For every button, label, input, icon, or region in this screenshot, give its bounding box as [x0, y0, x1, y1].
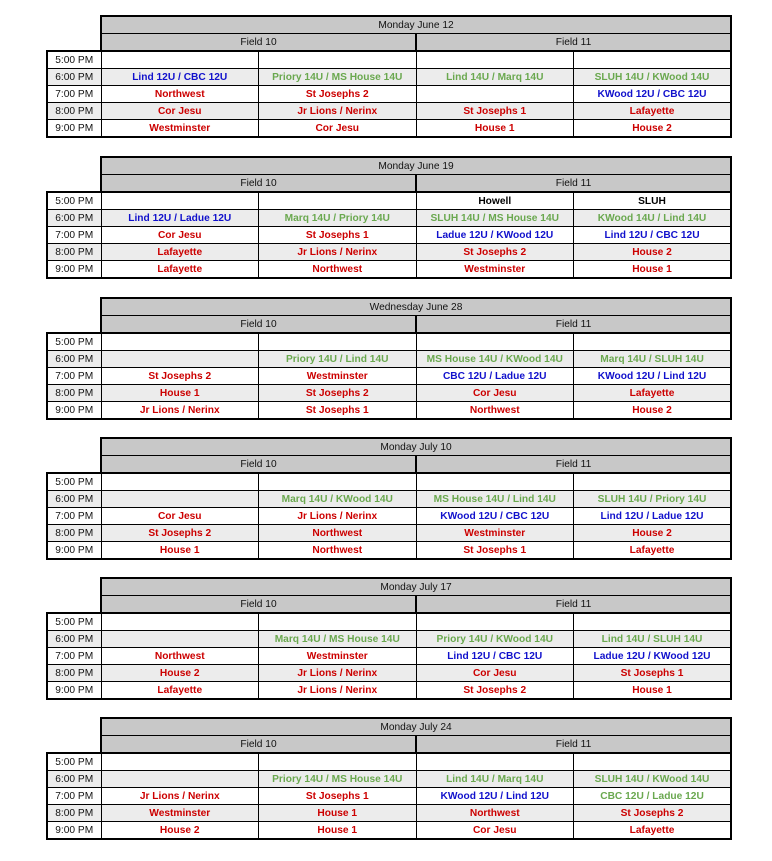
time-slot-row	[47, 86, 731, 103]
time-slot-row	[47, 665, 731, 682]
header-spacer	[47, 456, 101, 474]
game-slot: Northwest	[101, 86, 259, 103]
game-slot	[259, 51, 417, 69]
time-label: 5:00 PM	[47, 753, 101, 771]
field-header: Field 10	[101, 175, 416, 193]
game-slot	[101, 771, 259, 788]
game-slot: St Josephs 2	[101, 525, 259, 542]
field-header: Field 11	[416, 175, 731, 193]
game-slot: Lind 12U / CBC 12U	[574, 227, 732, 244]
header-spacer	[47, 736, 101, 754]
schedule-block	[46, 577, 730, 700]
schedule-block	[46, 437, 730, 560]
time-slot-row	[47, 402, 731, 420]
time-slot-row	[47, 542, 731, 560]
field-header-row	[47, 175, 731, 193]
game-slot: KWood 14U / Lind 14U	[574, 210, 732, 227]
game-slot: Westminster	[416, 261, 574, 279]
game-slot	[259, 753, 417, 771]
game-slot	[416, 613, 574, 631]
game-slot: Westminster	[101, 120, 259, 138]
schedule-block	[46, 717, 730, 840]
game-slot	[574, 753, 732, 771]
schedule-block	[46, 156, 730, 279]
game-slot: House 1	[574, 682, 732, 700]
date-header: Monday July 17	[101, 578, 731, 596]
game-slot: Jr Lions / Nerinx	[101, 402, 259, 420]
game-slot	[416, 86, 574, 103]
game-slot: Lafayette	[574, 542, 732, 560]
date-header-row	[47, 438, 731, 456]
game-slot: Lafayette	[101, 682, 259, 700]
date-header-row	[47, 16, 731, 34]
time-slot-row	[47, 525, 731, 542]
time-label: 8:00 PM	[47, 385, 101, 402]
field-header: Field 10	[101, 456, 416, 474]
game-slot: House 2	[574, 244, 732, 261]
time-slot-row	[47, 103, 731, 120]
game-slot: Jr Lions / Nerinx	[101, 788, 259, 805]
game-slot: Northwest	[416, 805, 574, 822]
header-spacer	[47, 316, 101, 334]
time-label: 5:00 PM	[47, 333, 101, 351]
schedule-block	[46, 297, 730, 420]
time-slot-row	[47, 822, 731, 840]
header-spacer	[47, 596, 101, 614]
time-slot-row	[47, 648, 731, 665]
game-slot	[101, 351, 259, 368]
game-slot: Lafayette	[101, 244, 259, 261]
game-slot: Lind 12U / Ladue 12U	[101, 210, 259, 227]
time-label: 8:00 PM	[47, 665, 101, 682]
time-slot-row	[47, 385, 731, 402]
game-slot: Cor Jesu	[101, 508, 259, 525]
time-label: 7:00 PM	[47, 508, 101, 525]
game-slot	[416, 51, 574, 69]
game-slot: Lafayette	[101, 261, 259, 279]
game-slot: Priory 14U / Lind 14U	[259, 351, 417, 368]
game-slot: House 2	[101, 822, 259, 840]
time-label: 8:00 PM	[47, 525, 101, 542]
game-slot: St Josephs 2	[101, 368, 259, 385]
time-label: 9:00 PM	[47, 261, 101, 279]
game-slot	[101, 613, 259, 631]
game-slot	[259, 333, 417, 351]
game-slot: Ladue 12U / KWood 12U	[416, 227, 574, 244]
game-slot: Jr Lions / Nerinx	[259, 682, 417, 700]
header-spacer	[47, 438, 101, 456]
header-spacer	[47, 34, 101, 52]
header-spacer	[47, 578, 101, 596]
time-label: 8:00 PM	[47, 103, 101, 120]
time-slot-row	[47, 210, 731, 227]
time-label: 7:00 PM	[47, 788, 101, 805]
game-slot: Priory 14U / MS House 14U	[259, 69, 417, 86]
schedule-table	[46, 577, 732, 700]
game-slot: House 1	[101, 542, 259, 560]
game-slot: Jr Lions / Nerinx	[259, 103, 417, 120]
time-label: 9:00 PM	[47, 402, 101, 420]
time-slot-row	[47, 753, 731, 771]
time-label: 5:00 PM	[47, 51, 101, 69]
time-label: 8:00 PM	[47, 244, 101, 261]
field-header: Field 11	[416, 596, 731, 614]
date-header: Monday June 12	[101, 16, 731, 34]
game-slot: Priory 14U / KWood 14U	[416, 631, 574, 648]
time-slot-row	[47, 631, 731, 648]
date-header-row	[47, 578, 731, 596]
field-header-row	[47, 316, 731, 334]
schedule-table	[46, 437, 732, 560]
schedule-table	[46, 156, 732, 279]
time-slot-row	[47, 788, 731, 805]
time-slot-row	[47, 805, 731, 822]
time-label: 6:00 PM	[47, 69, 101, 86]
field-header-row	[47, 456, 731, 474]
game-slot: Lafayette	[574, 103, 732, 120]
date-header: Wednesday June 28	[101, 298, 731, 316]
game-slot: SLUH	[574, 192, 732, 210]
schedule-table	[46, 297, 732, 420]
game-slot: Jr Lions / Nerinx	[259, 508, 417, 525]
game-slot	[259, 473, 417, 491]
game-slot: Lind 14U / Marq 14U	[416, 771, 574, 788]
game-slot: KWood 12U / CBC 12U	[416, 508, 574, 525]
game-slot: Northwest	[259, 261, 417, 279]
header-spacer	[47, 157, 101, 175]
time-slot-row	[47, 613, 731, 631]
time-slot-row	[47, 192, 731, 210]
game-slot	[416, 753, 574, 771]
game-slot: House 1	[259, 805, 417, 822]
header-spacer	[47, 718, 101, 736]
game-slot: Westminster	[101, 805, 259, 822]
game-slot: KWood 12U / Lind 12U	[574, 368, 732, 385]
game-slot: St Josephs 1	[259, 788, 417, 805]
game-slot: House 1	[416, 120, 574, 138]
game-slot: CBC 12U / Ladue 12U	[416, 368, 574, 385]
game-slot: CBC 12U / Ladue 12U	[574, 788, 732, 805]
game-slot	[101, 491, 259, 508]
game-slot: House 2	[574, 525, 732, 542]
game-slot: St Josephs 1	[416, 103, 574, 120]
time-label: 7:00 PM	[47, 227, 101, 244]
game-slot: Cor Jesu	[259, 120, 417, 138]
field-header: Field 11	[416, 456, 731, 474]
game-slot: House 2	[574, 120, 732, 138]
game-slot: Marq 14U / SLUH 14U	[574, 351, 732, 368]
game-slot	[416, 473, 574, 491]
game-slot: St Josephs 1	[259, 402, 417, 420]
game-slot: Northwest	[101, 648, 259, 665]
time-label: 7:00 PM	[47, 648, 101, 665]
game-slot: St Josephs 2	[574, 805, 732, 822]
game-slot	[574, 473, 732, 491]
game-slot: House 2	[101, 665, 259, 682]
game-slot: Cor Jesu	[101, 103, 259, 120]
time-label: 5:00 PM	[47, 613, 101, 631]
game-slot	[574, 51, 732, 69]
time-slot-row	[47, 473, 731, 491]
time-slot-row	[47, 261, 731, 279]
time-label: 5:00 PM	[47, 192, 101, 210]
game-slot: St Josephs 2	[259, 385, 417, 402]
date-header-row	[47, 157, 731, 175]
time-label: 6:00 PM	[47, 210, 101, 227]
game-slot	[574, 613, 732, 631]
time-label: 9:00 PM	[47, 822, 101, 840]
field-header-row	[47, 34, 731, 52]
field-header-row	[47, 596, 731, 614]
time-slot-row	[47, 227, 731, 244]
game-slot: Westminster	[416, 525, 574, 542]
date-header: Monday June 19	[101, 157, 731, 175]
time-slot-row	[47, 333, 731, 351]
header-spacer	[47, 298, 101, 316]
game-slot: Cor Jesu	[101, 227, 259, 244]
schedule-table	[46, 15, 732, 138]
field-header: Field 10	[101, 596, 416, 614]
game-slot	[101, 333, 259, 351]
schedule-table	[46, 717, 732, 840]
game-slot: St Josephs 1	[574, 665, 732, 682]
game-slot: KWood 12U / CBC 12U	[574, 86, 732, 103]
date-header: Monday July 24	[101, 718, 731, 736]
game-slot	[101, 473, 259, 491]
time-label: 5:00 PM	[47, 473, 101, 491]
game-slot	[101, 192, 259, 210]
game-slot: St Josephs 2	[259, 86, 417, 103]
time-slot-row	[47, 682, 731, 700]
game-slot: Lind 14U / SLUH 14U	[574, 631, 732, 648]
field-header: Field 10	[101, 316, 416, 334]
game-slot: Jr Lions / Nerinx	[259, 665, 417, 682]
game-slot: Lafayette	[574, 822, 732, 840]
time-slot-row	[47, 51, 731, 69]
time-label: 7:00 PM	[47, 86, 101, 103]
game-slot	[101, 51, 259, 69]
game-slot: Cor Jesu	[416, 385, 574, 402]
time-slot-row	[47, 771, 731, 788]
field-header-row	[47, 736, 731, 754]
game-slot: Jr Lions / Nerinx	[259, 244, 417, 261]
game-slot: KWood 12U / Lind 12U	[416, 788, 574, 805]
game-slot: Northwest	[259, 525, 417, 542]
game-slot: Lind 14U / Marq 14U	[416, 69, 574, 86]
game-slot: Westminster	[259, 368, 417, 385]
field-header: Field 10	[101, 736, 416, 754]
game-slot: House 1	[259, 822, 417, 840]
game-slot: Lind 12U / Ladue 12U	[574, 508, 732, 525]
game-slot: SLUH 14U / MS House 14U	[416, 210, 574, 227]
game-slot	[259, 613, 417, 631]
game-slot: Marq 14U / KWood 14U	[259, 491, 417, 508]
game-slot: SLUH 14U / KWood 14U	[574, 771, 732, 788]
game-slot: Lind 12U / CBC 12U	[101, 69, 259, 86]
time-slot-row	[47, 508, 731, 525]
time-label: 9:00 PM	[47, 682, 101, 700]
game-slot	[101, 631, 259, 648]
time-label: 7:00 PM	[47, 368, 101, 385]
game-slot: SLUH 14U / Priory 14U	[574, 491, 732, 508]
time-slot-row	[47, 368, 731, 385]
game-slot: Marq 14U / Priory 14U	[259, 210, 417, 227]
game-slot: Marq 14U / MS House 14U	[259, 631, 417, 648]
game-slot: St Josephs 2	[416, 244, 574, 261]
time-slot-row	[47, 351, 731, 368]
date-header-row	[47, 298, 731, 316]
game-slot: Cor Jesu	[416, 822, 574, 840]
time-slot-row	[47, 491, 731, 508]
date-header: Monday July 10	[101, 438, 731, 456]
time-slot-row	[47, 244, 731, 261]
game-slot: Howell	[416, 192, 574, 210]
date-header-row	[47, 718, 731, 736]
game-slot: MS House 14U / Lind 14U	[416, 491, 574, 508]
game-slot	[574, 333, 732, 351]
header-spacer	[47, 175, 101, 193]
game-slot: MS House 14U / KWood 14U	[416, 351, 574, 368]
field-header: Field 11	[416, 316, 731, 334]
game-slot: St Josephs 2	[416, 682, 574, 700]
time-label: 9:00 PM	[47, 120, 101, 138]
game-slot: House 1	[574, 261, 732, 279]
game-slot: SLUH 14U / KWood 14U	[574, 69, 732, 86]
game-slot: Westminster	[259, 648, 417, 665]
game-slot: St Josephs 1	[259, 227, 417, 244]
field-header: Field 11	[416, 34, 731, 52]
time-label: 6:00 PM	[47, 771, 101, 788]
game-slot: Lind 12U / CBC 12U	[416, 648, 574, 665]
game-slot: Ladue 12U / KWood 12U	[574, 648, 732, 665]
time-label: 6:00 PM	[47, 631, 101, 648]
time-label: 6:00 PM	[47, 491, 101, 508]
field-header: Field 11	[416, 736, 731, 754]
game-slot: Northwest	[416, 402, 574, 420]
game-slot	[416, 333, 574, 351]
game-slot	[101, 753, 259, 771]
time-label: 6:00 PM	[47, 351, 101, 368]
schedule-block	[46, 15, 730, 138]
header-spacer	[47, 16, 101, 34]
game-slot: Northwest	[259, 542, 417, 560]
game-slot: House 1	[101, 385, 259, 402]
game-slot	[259, 192, 417, 210]
game-slot: Lafayette	[574, 385, 732, 402]
time-slot-row	[47, 120, 731, 138]
game-slot: Priory 14U / MS House 14U	[259, 771, 417, 788]
game-slot: St Josephs 1	[416, 542, 574, 560]
game-slot: Cor Jesu	[416, 665, 574, 682]
time-slot-row	[47, 69, 731, 86]
game-slot: House 2	[574, 402, 732, 420]
time-label: 8:00 PM	[47, 805, 101, 822]
time-label: 9:00 PM	[47, 542, 101, 560]
field-header: Field 10	[101, 34, 416, 52]
